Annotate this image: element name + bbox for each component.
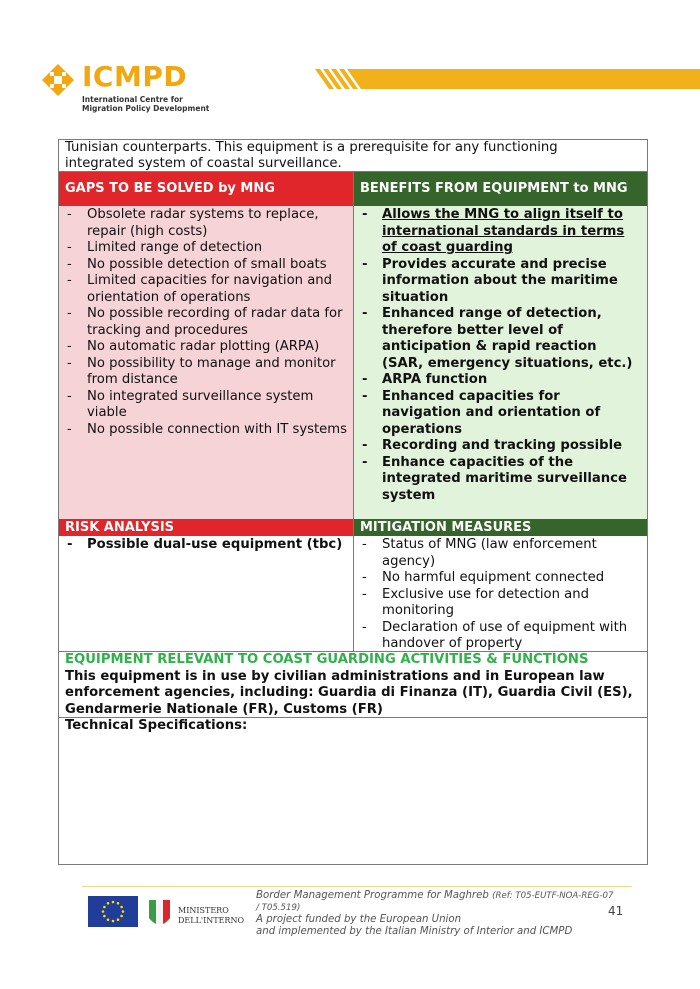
- footer-ref: (Ref: T05-EUTF-NOA-REG-07 / T05.519): [256, 891, 614, 913]
- mitigation-header: MITIGATION MEASURES: [354, 519, 647, 536]
- list-item: - No possible detection of small boats: [65, 257, 347, 274]
- list-item: - Enhanced range of detection, therefore better level of anticipation & rapid reaction (SAR, emergency situations, etc.): [360, 306, 641, 372]
- gaps-benefits-row: [59, 172, 647, 519]
- gaps-header: GAPS TO BE SOLVED by MNG: [59, 172, 353, 206]
- benefits-header: BENEFITS FROM EQUIPMENT to MNG: [354, 172, 647, 206]
- risk-mitigation-row: [59, 519, 647, 652]
- logo-subtitle: International Centre for Migration Policy Development: [82, 95, 210, 113]
- list-item: - Limited capacities for navigation and orientation of operations: [65, 273, 347, 306]
- equipment-section: [59, 652, 647, 718]
- list-item: - No automatic radar plotting (ARPA): [65, 339, 347, 356]
- gaps-body: [59, 206, 353, 519]
- mitigation-body: [354, 536, 647, 652]
- gaps-column: [59, 172, 354, 519]
- equipment-body: This equipment is in use by civilian administrations and in European law enforcement agencies, including: Guardia di Finanza (IT), Guardia Civil (ES), Gendarmerie Nationale (FR), Customs (FR): [65, 668, 633, 717]
- benefits-list: [354, 207, 647, 504]
- mitigation-column: [354, 519, 647, 652]
- italian-flag-icon: [146, 896, 176, 926]
- eu-flag-icon: [88, 896, 138, 927]
- content-table: [58, 139, 648, 865]
- risk-list: [59, 537, 353, 554]
- list-item: - Recording and tracking possible: [360, 438, 641, 455]
- mitigation-list: [354, 537, 647, 653]
- list-item: - Possible dual-use equipment (tbc): [65, 537, 347, 554]
- list-item: - No possible connection with IT systems: [65, 422, 347, 439]
- icmpd-logo-icon: [40, 62, 76, 98]
- footer-programme: Border Management Programme for Maghreb: [256, 890, 489, 901]
- list-item: - ARPA function: [360, 372, 641, 389]
- benefits-column: [354, 172, 647, 519]
- gaps-list: [59, 207, 353, 438]
- risk-body: [59, 536, 353, 652]
- header-banner: [315, 69, 700, 89]
- page-number: 41: [608, 904, 624, 918]
- list-item: - Declaration of use of equipment with handover of property: [360, 620, 641, 653]
- intro-text: Tunisian counterparts. This equipment is a prerequisite for any functioning integrated system of coastal surveillance.: [59, 140, 647, 172]
- technical-specifications-label: Technical Specifications:: [65, 718, 248, 733]
- list-item: - Obsolete radar systems to replace, repair (high costs): [65, 207, 347, 240]
- list-item: - No harmful equipment connected: [360, 570, 641, 587]
- list-item: - Enhance capacities of the integrated maritime surveillance system: [360, 455, 641, 505]
- icmpd-logo: [40, 60, 240, 116]
- list-item: - No integrated surveillance system viable: [65, 389, 347, 422]
- benefits-body: [354, 206, 647, 519]
- logo-name: ICMPD: [82, 60, 188, 93]
- list-item: - Status of MNG (law enforcement agency): [360, 537, 641, 570]
- footer-text: [256, 890, 616, 938]
- list-item: - Allows the MNG to align itself to international standards in terms of coast guarding: [360, 207, 641, 257]
- risk-header: RISK ANALYSIS: [59, 519, 353, 536]
- list-item: - Enhanced capacities for navigation and orientation of operations: [360, 389, 641, 439]
- list-item: - Exclusive use for detection and monitoring: [360, 587, 641, 620]
- footer-divider: [82, 886, 632, 887]
- risk-column: [59, 519, 354, 652]
- footer-implementation: and implemented by the Italian Ministry of Interior and ICMPD: [256, 926, 573, 937]
- equipment-title: EQUIPMENT RELEVANT TO COAST GUARDING ACTIVITIES & FUNCTIONS: [65, 652, 589, 667]
- list-item: - No possible recording of radar data for tracking and procedures: [65, 306, 347, 339]
- list-item: - Provides accurate and precise information about the maritime situation: [360, 257, 641, 307]
- list-item: - No possibility to manage and monitor from distance: [65, 356, 347, 389]
- ministry-label: MINISTERO DELL'INTERNO: [178, 906, 244, 925]
- list-item: - Limited range of detection: [65, 240, 347, 257]
- footer-funding: A project funded by the European Union: [256, 914, 462, 925]
